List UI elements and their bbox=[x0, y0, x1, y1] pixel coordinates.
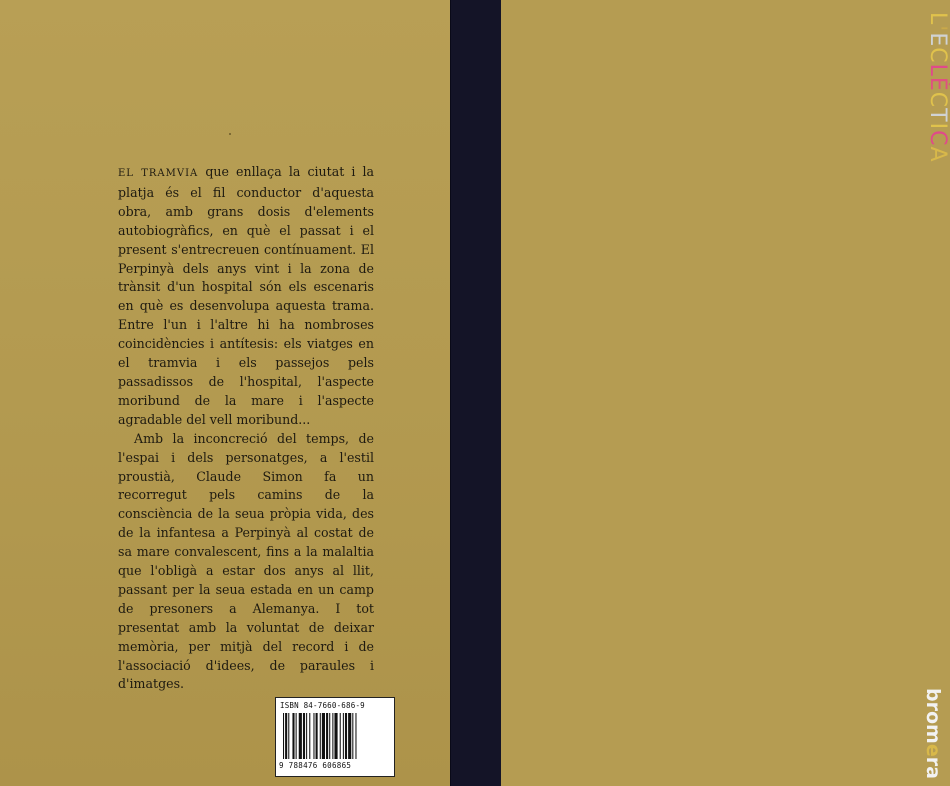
series-letter: C bbox=[925, 130, 950, 147]
blurb-paragraph-1 bbox=[118, 163, 374, 430]
back-cover bbox=[0, 0, 450, 786]
series-letter: C bbox=[925, 47, 950, 64]
blurb-p1-body: que enllaça la ciutat i la platja és el fil conductor d'aquesta obra, amb grans dosis d'elements autobiogràfics, en què el passat i el present s'entrecreuen contínuament. El Perpinyà dels anys vint i la zona de trànsit d'un hospital són els escenaris en què es desenvolupa aquesta trama. Entre l'un i l'altre hi ha nombroses coincidències i antítesis: els viatges en el tramvia i els passejos pels passadissos de l'hospital, l'aspecte moribund de la mare i l'aspecte agradable del vell moribund... bbox=[118, 164, 374, 427]
series-title bbox=[926, 12, 948, 163]
series-letter: È bbox=[925, 76, 950, 92]
series-letter: ' bbox=[925, 25, 950, 33]
series-letter: A bbox=[925, 146, 950, 163]
publisher-accent: e bbox=[922, 743, 944, 757]
series-letter: L bbox=[925, 63, 950, 77]
series-letter: I bbox=[925, 122, 950, 131]
blurb-lead: EL TRAMVIA bbox=[118, 168, 199, 179]
blurb-text bbox=[118, 163, 374, 694]
barcode-label bbox=[275, 697, 395, 777]
series-letter: T bbox=[925, 108, 950, 123]
speck bbox=[229, 133, 231, 135]
publisher-part: brom bbox=[922, 688, 944, 744]
isbn-number: ISBN 84-7660-686-9 bbox=[280, 701, 365, 710]
publisher-logo bbox=[923, 688, 942, 779]
ean-number: 9 788476 606865 bbox=[279, 761, 352, 770]
series-letter: C bbox=[925, 91, 950, 109]
barcode-bars bbox=[282, 713, 388, 759]
series-letter: E bbox=[925, 32, 950, 48]
spine bbox=[450, 0, 950, 786]
blurb-paragraph-2: Amb la inconcreció del temps, de l'espai i dels personatges, a l'estil proustià, Claude Simon fa un recorregut pels camins de la consciència de la seua pròpia vida, des de la infantesa a Perpinyà al costat de sa mare convalescent, fins a la malaltia que l'obligà a estar dos anys al llit, passant per la seua estada en un camp de presoners a Alemanya. I tot presentat amb la voluntat de deixar memòria, per mitjà del record i de l'associació d'idees, de paraules i d'imatges. bbox=[118, 430, 374, 692]
publisher-part: ra bbox=[922, 756, 944, 779]
series-letter: L bbox=[925, 12, 950, 26]
